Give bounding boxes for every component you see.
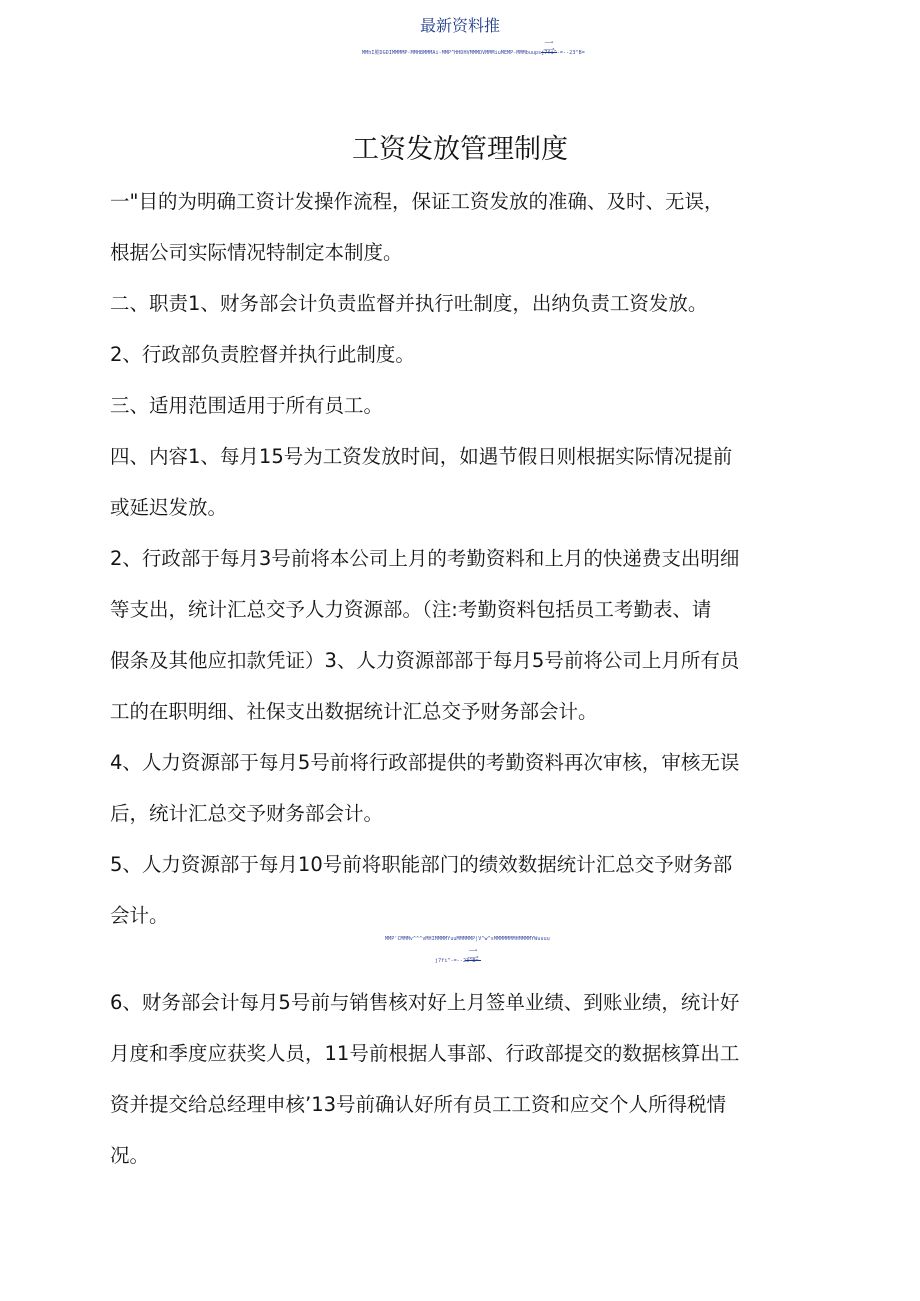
page-break-noise-line: j7fi^-=--23^B= — [435, 958, 479, 964]
paragraph-line: 2、行政部于每月3号前将本公司上月的考勤资料和上月的快递费支出明细 — [110, 547, 740, 570]
paragraph-line: 或延迟发放。 — [110, 496, 228, 519]
page-break-noise-line: MMP'CMMMv^^^vMHIMMMMYuuMMMMMP|V^w^sMMMMMMMHMMMMYWuuuu — [385, 936, 550, 942]
paragraph-line: 二、职责1、财务部会计负责监督并执行吐制度，出纳负责工资发放。 — [110, 292, 708, 315]
paragraph-line: 四、内容1、每月15号为工资发放时间，如遇节假日则根据实际情况提前 — [110, 445, 733, 468]
paragraph-line: 资并提交给总经理申核’13号前确认好所有员工工资和应交个人所得税情 — [110, 1093, 727, 1116]
header-mark: 二 — [543, 39, 556, 53]
paragraph-line: 6、财务部会计每月5号前与销售核对好上月签单业绩、到账业绩，统计好 — [110, 991, 740, 1014]
paragraph-line: 况。 — [110, 1144, 150, 1167]
paragraph-line: 根据公司实际情况特制定本制度。 — [110, 241, 403, 264]
paragraph-line: 月度和季度应获奖人员，11号前根据人事部、行政部提交的数据核算出工 — [110, 1042, 740, 1065]
paragraph-line: 2、行政部负责腔督并执行此制度。 — [110, 343, 415, 366]
paragraph-line: 等支出，统计汇总交予人力资源部。（注:考勤资料包括员工考勤表、请 — [110, 598, 712, 621]
paragraph-line: 工的在职明细、社保支出数据统计汇总交予财务部会计。 — [110, 700, 598, 723]
paragraph-line: 5、人力资源部于每月10号前将职能部门的绩效数据统计汇总交予财务部 — [110, 853, 733, 876]
paragraph-line: 后，统计汇总交予财务部会计。 — [110, 802, 384, 825]
paragraph-line: 假条及其他应扣款凭证）3、人力资源部部于每月5号前将公司上月所有员 — [110, 649, 740, 672]
paragraph-line: 会计。 — [110, 904, 169, 927]
paragraph-line: 一"目的为明确工资计发操作流程，保证工资发放的准确、及时、无误， — [110, 190, 724, 213]
page-break-mark: 二 — [467, 947, 480, 961]
paragraph-line: 三、适用范围适用于所有员工。 — [110, 394, 384, 417]
document-title: 工资发放管理制度 — [352, 134, 568, 165]
paragraph-line: 4、人力资源部于每月5号前将行政部提供的考勤资料再次审核，审核无误 — [110, 751, 740, 774]
header-noise-line: MMhI脆DGDIMMMMP-MMHBMMMAi-MMP^HHDHVMMMDVMMMiuMEMP-MMMbuupsj7fi^-=--23^B= — [362, 50, 585, 56]
header-link[interactable]: 最新资料推 — [419, 16, 500, 35]
